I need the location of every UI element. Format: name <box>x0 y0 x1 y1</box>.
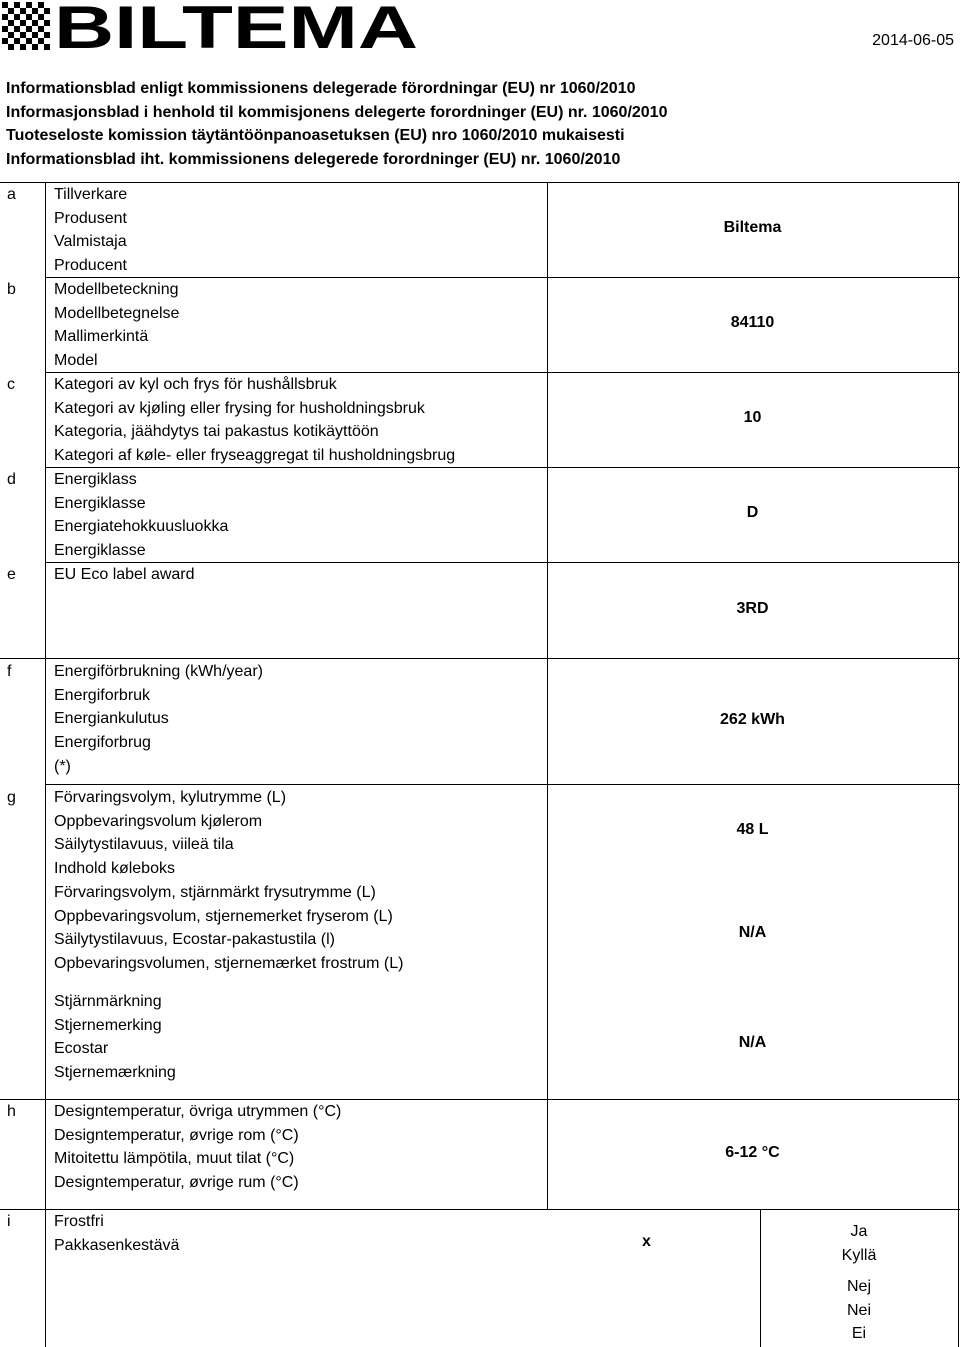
label-line: Modellbetegnelse <box>54 304 180 322</box>
star-rating-value: N/A <box>738 1034 767 1051</box>
label-line: Model <box>54 352 98 370</box>
no-label: Ei <box>851 1325 867 1343</box>
label-line: Stjernemerking <box>54 1016 162 1034</box>
no-label: Nei <box>846 1301 871 1319</box>
row-f-labels <box>54 660 263 779</box>
label-line: Kategori av kjøling eller frysing for husholdningsbruk <box>54 399 425 417</box>
row-d-labels <box>54 468 228 563</box>
fridge-volume-value: 48 L <box>736 821 769 838</box>
svg-text:BILTEMA: BILTEMA <box>54 2 418 50</box>
label-line: Energiforbrug <box>54 734 151 752</box>
label-line: Energiklasse <box>54 542 146 560</box>
label-line: Säilytystilavuus, viileä tila <box>54 836 234 854</box>
label-line: Kategori av kyl och frys för hushållsbruk <box>54 376 337 393</box>
design-temperature-value: 6-12 °C <box>725 1144 780 1161</box>
heading-danish: Informationsblad iht. kommissionens delegerede forordninger (EU) nr. 1060/2010 <box>6 150 621 168</box>
label-line: Ecostar <box>54 1040 109 1058</box>
document-headings <box>6 77 667 171</box>
column-divider <box>45 182 46 1347</box>
label-line: Produsent <box>54 209 127 227</box>
document-date: 2014-06-05 <box>872 32 954 49</box>
label-line: Energiatehokkuusluokka <box>54 518 229 536</box>
label-line: Stjernemærkning <box>54 1064 176 1082</box>
label-line: Opbevaringsvolumen, stjernemærket frostrum (L) <box>54 954 404 972</box>
label-line: Modellbeteckning <box>54 281 179 298</box>
label-line: Tillverkare <box>54 186 128 203</box>
table-border-right <box>958 182 959 1347</box>
label-line: Förvaringsvolym, kylutrymme (L) <box>54 789 287 806</box>
biltema-logo <box>2 2 420 50</box>
row-a-labels <box>54 183 127 278</box>
label-line: Energiankulutus <box>54 710 169 728</box>
label-line: Valmistaja <box>54 233 127 251</box>
label-line: Designtemperatur, övriga utrymmen (°C) <box>54 1103 342 1120</box>
label-line: Frostfri <box>54 1213 104 1230</box>
row-letter-e: e <box>7 566 16 583</box>
label-line: Oppbevaringsvolum kjølerom <box>54 812 263 830</box>
row-letter-f: f <box>7 663 12 680</box>
heading-norwegian: Informasjonsblad i henhold til kommisjonens delegerte forordninger (EU) nr. 1060/2010 <box>6 103 668 121</box>
no-label: Nej <box>846 1278 871 1295</box>
label-line: Energiförbrukning (kWh/year) <box>54 663 263 680</box>
column-divider <box>547 182 548 1209</box>
label-line: Energiklass <box>54 471 137 488</box>
energy-consumption-value: 262 kWh <box>720 711 785 728</box>
row-letter-g: g <box>7 789 16 806</box>
label-line: Mallimerkintä <box>54 328 149 346</box>
label-line: EU Eco label award <box>54 566 195 583</box>
yes-label: Kyllä <box>841 1246 877 1264</box>
label-line: Indhold køleboks <box>54 860 175 878</box>
row-divider <box>45 784 960 785</box>
label-line: Säilytystilavuus, Ecostar-pakastustila (l) <box>54 931 335 949</box>
heading-finnish: Tuoteseloste komission täytäntöönpanoasetuksen (EU) nro 1060/2010 mukaisesti <box>6 127 625 144</box>
yes-options <box>760 1220 958 1267</box>
row-letter-c: c <box>7 376 15 393</box>
frost-free-mark: x <box>642 1233 651 1250</box>
no-options <box>760 1275 958 1346</box>
label-line: Förvaringsvolym, stjärnmärkt frysutrymme (L) <box>54 883 376 901</box>
row-e-labels <box>54 563 195 587</box>
table-border-top <box>0 182 960 183</box>
row-letter-h: h <box>7 1103 16 1120</box>
model-value: 84110 <box>730 314 775 331</box>
row-h-labels <box>54 1100 341 1195</box>
row-letter-b: b <box>7 281 16 298</box>
row-letter-a: a <box>7 186 16 203</box>
manufacturer-value: Biltema <box>723 219 782 236</box>
label-line: Oppbevaringsvolum, stjernemerket fryserom (L) <box>54 907 393 925</box>
label-line: (*) <box>54 757 71 775</box>
row-star-rating-labels <box>54 990 176 1085</box>
row-b-labels <box>54 278 179 373</box>
row-g-labels <box>54 786 403 976</box>
label-line: Kategori af køle- eller fryseaggregat til husholdningsbrug <box>54 447 456 465</box>
row-divider <box>45 277 960 278</box>
label-line: Pakkasenkestävä <box>54 1236 180 1254</box>
row-c-labels <box>54 373 455 468</box>
label-line: Stjärnmärkning <box>54 993 162 1010</box>
yes-label: Ja <box>850 1223 868 1240</box>
row-divider <box>0 658 960 659</box>
label-line: Mitoitettu lämpötila, muut tilat (°C) <box>54 1150 295 1168</box>
heading-swedish: Informationsblad enligt kommissionens delegerade förordningar (EU) nr 1060/2010 <box>6 80 636 97</box>
freezer-volume-value: N/A <box>738 924 767 941</box>
label-line: Designtemperatur, øvrige rum (°C) <box>54 1174 299 1192</box>
label-line: Energiforbruk <box>54 686 151 704</box>
row-letter-i: i <box>7 1213 11 1230</box>
label-line: Designtemperatur, øvrige rom (°C) <box>54 1126 299 1144</box>
label-line: Energiklasse <box>54 494 146 512</box>
label-line: Producent <box>54 257 127 275</box>
row-letter-d: d <box>7 471 16 488</box>
category-value: 10 <box>743 409 762 426</box>
label-line: Kategoria, jäähdytys tai pakastus kotikäyttöön <box>54 423 379 441</box>
eco-label-value: 3RD <box>736 600 769 617</box>
row-i-labels <box>54 1210 179 1257</box>
energy-class-value: D <box>746 504 759 521</box>
